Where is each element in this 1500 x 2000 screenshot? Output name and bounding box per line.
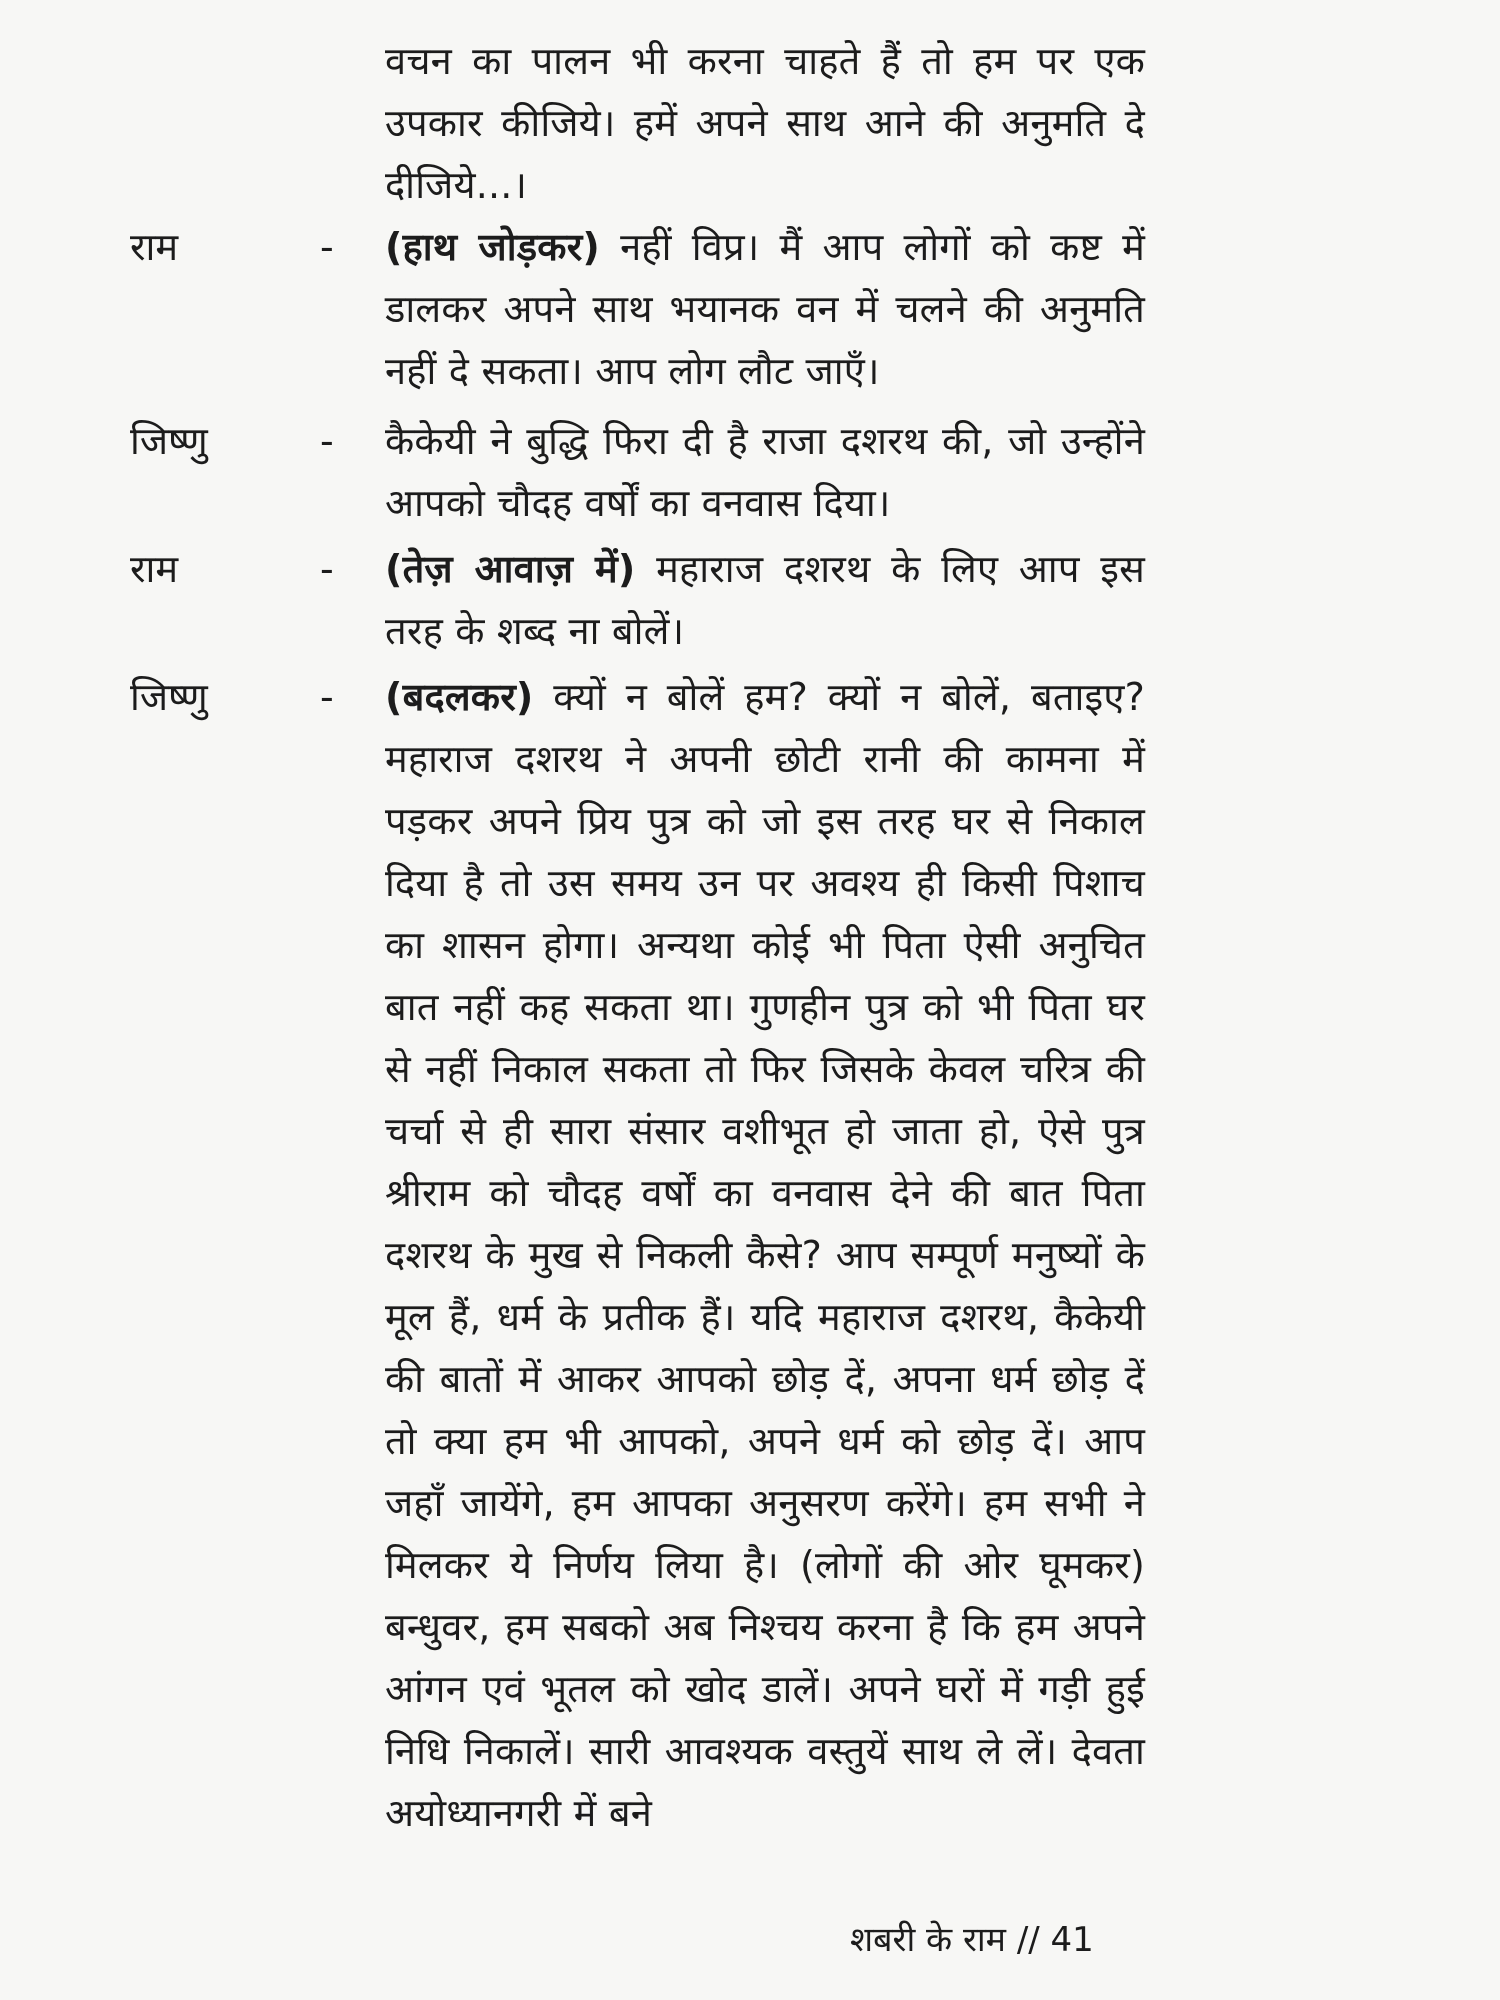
- speaker-name: राम: [130, 547, 179, 591]
- dialogue-text: [385, 410, 1145, 534]
- dialogue-text: [385, 666, 1145, 1844]
- stage-direction: (हाथ जोड़कर): [385, 225, 601, 269]
- dialogue-speech: क्यों न बोलें हम? क्यों न बोलें, बताइए? महाराज दशरथ ने अपनी छोटी रानी की कामना में पड़कर अपने प्रिय पुत्र को जो इस तरह घर से निकाल दिया है तो उस समय उन पर अवश्य ही किसी पिशाच का शासन होगा। अन्यथा कोई भी पिता ऐसी अनुचित बात नहीं कह सकता था। गुणहीन पुत्र को भी पिता घर से नहीं निकाल सकता तो फिर जिसके केवल चरित्र की चर्चा से ही सारा संसार वशीभूत हो जाता हो, ऐसे पुत्र श्रीराम को चौदह वर्षों का वनवास देने की बात पिता दशरथ के मुख से निकली कैसे? आप सम्पूर्ण मनुष्यों के मूल हैं, धर्म के प्रतीक हैं। यदि महाराज दशरथ, कैकेयी की बातों में आकर आपको छोड़ दें, अपना धर्म छोड़ दें तो क्या हम भी आपको, अपने धर्म को छोड़ दें। आप जहाँ जायेंगे, हम आपका अनुसरण करेंगे। हम सभी ने मिलकर ये निर्णय लिया है। (लोगों की ओर घूमकर) बन्धुवर, हम सबको अब निश्चय करना है कि हम अपने आंगन एवं भूतल को खोद डालें। अपने घरों में गड़ी हुई निधि निकालें। सारी आवश्यक वस्तुयें साथ ले लें। देवता अयोध्यानगरी में बने: [385, 675, 1145, 1835]
- speaker-dash: -: [320, 675, 334, 719]
- stage-direction: (बदलकर): [385, 675, 534, 719]
- speaker-dash: -: [320, 225, 334, 269]
- speaker-dash: -: [320, 547, 334, 591]
- page-footer: शबरी के राम // 41: [850, 1920, 1094, 1960]
- dialogue-text: [385, 216, 1145, 402]
- speaker-dash: -: [320, 419, 334, 463]
- speaker-name: जिष्णु: [130, 675, 208, 719]
- speaker-name: राम: [130, 225, 179, 269]
- dialogue-speech: कैकेयी ने बुद्धि फिरा दी है राजा दशरथ की, जो उन्होंने आपको चौदह वर्षों का वनवास दिया।: [385, 419, 1145, 525]
- dialogue-speech: महाराज दशरथ के लिए आप इस तरह के शब्द ना बोलें।: [385, 547, 1145, 653]
- dialogue-text: वचन का पालन भी करना चाहते हैं तो हम पर एक उपकार कीजिये। हमें अपने साथ आने की अनुमति दे दीजिये...।: [385, 39, 1145, 207]
- dialogue-text: [385, 538, 1145, 662]
- stage-direction: (तेज़ आवाज़ में): [385, 547, 636, 591]
- speaker-name: जिष्णु: [130, 419, 208, 463]
- dialogue-speech: नहीं विप्र। मैं आप लोगों को कष्ट में डालकर अपने साथ भयानक वन में चलने की अनुमति नहीं दे सकता। आप लोग लौट जाएँ।: [385, 225, 1146, 393]
